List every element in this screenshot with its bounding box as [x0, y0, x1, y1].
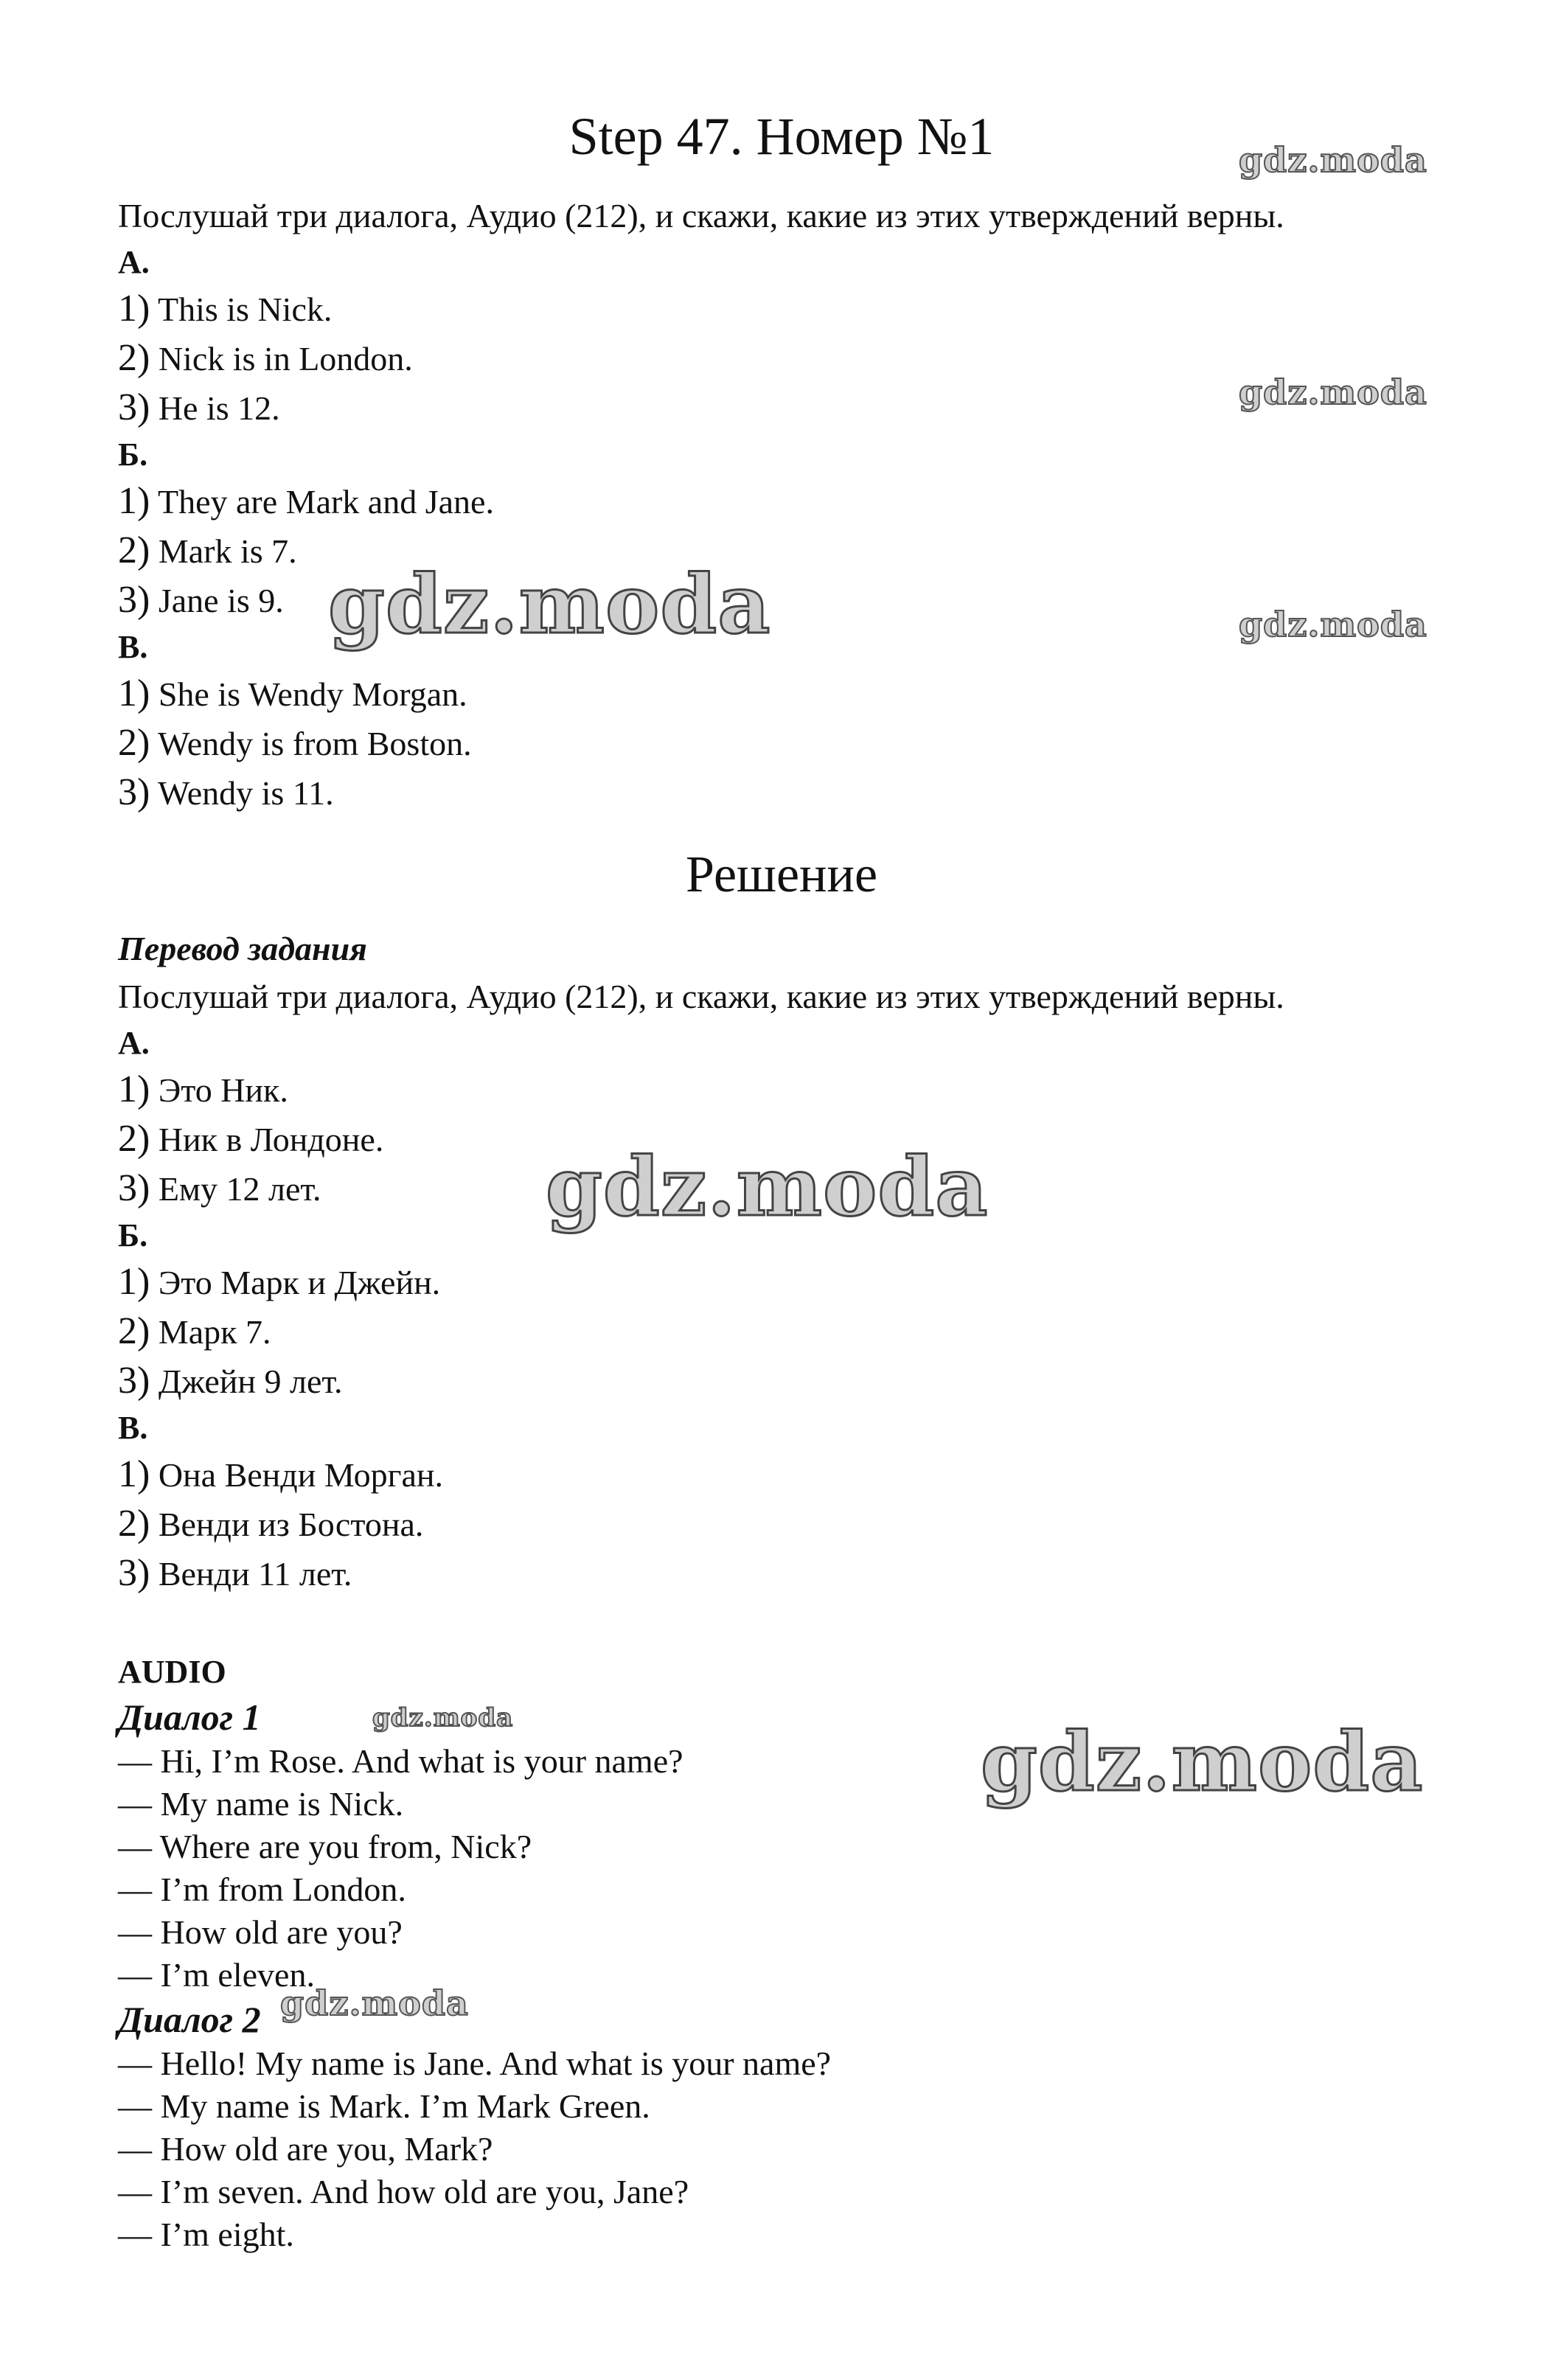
statement-item: 2) Nick is in London.: [118, 337, 413, 379]
solution-heading: Решение: [685, 846, 878, 903]
statement-item: 3) Wendy is 11.: [118, 771, 334, 813]
group-label: Б.: [118, 1217, 148, 1253]
dialog-title: Диалог 1: [118, 1697, 261, 1738]
group-label: В.: [118, 1410, 148, 1446]
translation-item: 1) Это Ник.: [118, 1068, 288, 1110]
dialog-line: — I’m eight.: [118, 2216, 294, 2253]
watermark-logo: gdz.moda: [1239, 605, 1427, 644]
page-title: Step 47. Номер №1: [568, 107, 995, 166]
group-label: В.: [118, 629, 148, 665]
translation-item: 2) Марк 7.: [118, 1310, 271, 1352]
watermark-logo: gdz.moda: [981, 1714, 1424, 1809]
watermark-logo: gdz.moda: [1239, 140, 1427, 180]
watermark-logo: gdz.moda: [546, 1139, 989, 1234]
statement-item: 2) Mark is 7.: [118, 529, 297, 571]
statement-item: 2) Wendy is from Boston.: [118, 722, 472, 764]
dialog-line: — I’m seven. And how old are you, Jane?: [118, 2173, 689, 2210]
task-intro: Послушай три диалога, Аудио (212), и скажи, какие из этих утверждений верны.: [118, 197, 1284, 234]
translation-item: 3) Джейн 9 лет.: [118, 1360, 343, 1402]
translation-item: 3) Венди 11 лет.: [118, 1552, 352, 1594]
dialog-line: — How old are you?: [118, 1913, 403, 1951]
dialog-line: — Hi, I’m Rose. And what is your name?: [118, 1742, 683, 1780]
translation-item: 2) Ник в Лондоне.: [118, 1118, 384, 1160]
dialog-line: — My name is Nick.: [118, 1785, 404, 1823]
statement-item: 3) He is 12.: [118, 386, 280, 428]
dialog-title: Диалог 2: [118, 1999, 261, 2040]
statement-item: 1) They are Mark and Jane.: [118, 480, 494, 522]
watermark-logo: gdz.moda: [328, 557, 771, 652]
translation-item: 3) Ему 12 лет.: [118, 1167, 321, 1209]
statement-item: 1) She is Wendy Morgan.: [118, 672, 467, 714]
dialog-line: — I’m from London.: [118, 1871, 406, 1908]
dialog-line: — Where are you from, Nick?: [118, 1828, 532, 1865]
dialog-line: — My name is Mark. I’m Mark Green.: [118, 2087, 650, 2125]
translation-item: 1) Она Венди Морган.: [118, 1453, 443, 1495]
translation-item: 1) Это Марк и Джейн.: [118, 1261, 441, 1303]
statement-item: 3) Jane is 9.: [118, 579, 284, 621]
dialog-line: — Hello! My name is Jane. And what is your name?: [118, 2045, 832, 2082]
watermark-logo: gdz.moda: [372, 1703, 514, 1733]
statement-item: 1) This is Nick.: [118, 288, 333, 330]
group-label: А.: [118, 244, 150, 280]
watermark-logo: gdz.moda: [280, 1983, 469, 2023]
solution-intro: Послушай три диалога, Аудио (212), и скажи, какие из этих утверждений верны.: [118, 978, 1284, 1015]
dialog-line: — How old are you, Mark?: [118, 2130, 493, 2168]
translation-item: 2) Венди из Бостона.: [118, 1503, 424, 1545]
audio-heading: AUDIO: [118, 1654, 226, 1690]
translation-heading: Перевод задания: [118, 930, 367, 967]
watermark-logo: gdz.moda: [1239, 372, 1427, 412]
group-label: А.: [118, 1025, 150, 1061]
group-label: Б.: [118, 436, 148, 473]
dialog-line: — I’m eleven.: [118, 1956, 315, 1994]
